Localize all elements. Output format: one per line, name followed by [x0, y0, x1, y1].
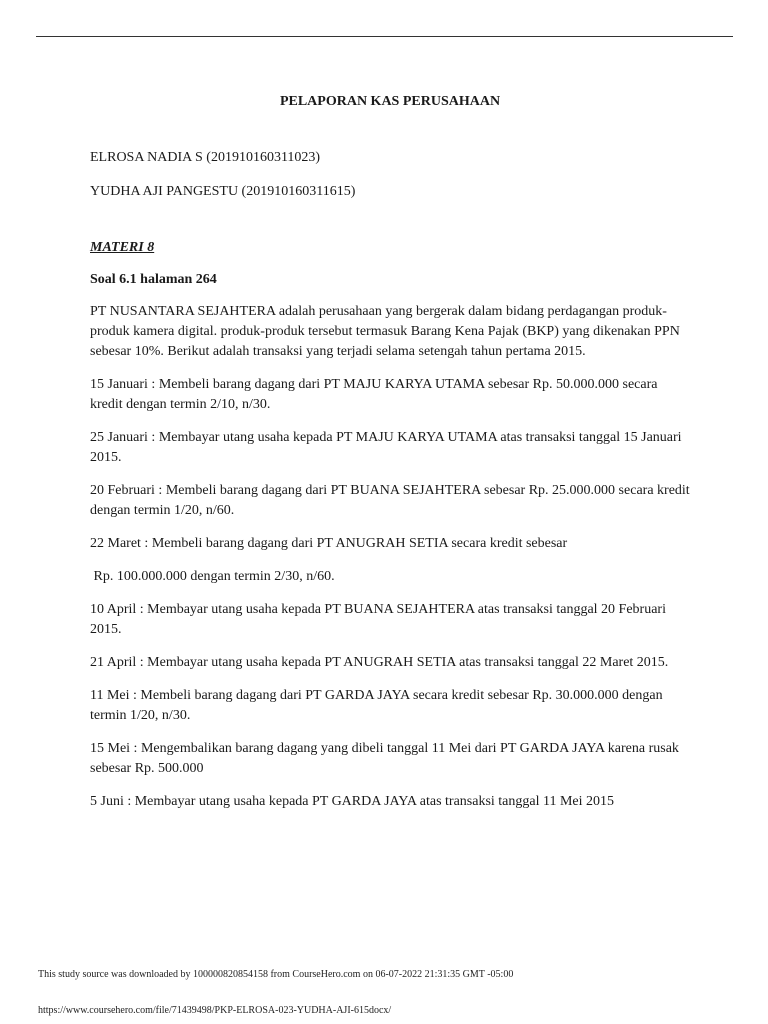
transaction-paragraph: 11 Mei : Membeli barang dagang dari PT GARDA JAYA secara kredit sebesar Rp. 30.000.000 dengan termin 1/20, n/30. [90, 688, 663, 723]
author-name-2: YUDHA AJI PANGESTU (201910160311615) [90, 184, 356, 199]
document-title: PELAPORAN KAS PERUSAHAAN [279, 94, 501, 109]
download-source-note: This study source was downloaded by 100000820854158 from CourseHero.com on 06-07-2022 21:31:35 GMT -05:00 [38, 969, 514, 980]
transaction-paragraph: 25 Januari : Membayar utang usaha kepada PT MAJU KARYA UTAMA atas transaksi tanggal 15 Januari 2015. [90, 430, 682, 465]
transaction-paragraph: 15 Mei : Mengembalikan barang dagang yang dibeli tanggal 11 Mei dari PT GARDA JAYA karena rusak sebesar Rp. 500.000 [90, 741, 679, 776]
top-divider [36, 36, 733, 37]
intro-paragraph: PT NUSANTARA SEJAHTERA adalah perusahaan yang bergerak dalam bidang perdagangan produk-produk kamera digital. produk-produk tersebut termasuk Barang Kena Pajak (BKP) yang dikenakan PPN sebesar 10%. Berikut adalah transaksi yang terjadi selama setengah tahun pertama 2015. [90, 304, 680, 359]
section-heading: MATERI 8 [90, 240, 155, 255]
transaction-paragraph: 22 Maret : Membeli barang dagang dari PT ANUGRAH SETIA secara kredit sebesar [90, 536, 568, 551]
source-url[interactable]: https://www.coursehero.com/file/71439498/PKP-ELROSA-023-YUDHA-AJI-615docx/ [38, 1005, 392, 1016]
transaction-paragraph: 21 April : Membayar utang usaha kepada PT ANUGRAH SETIA atas transaksi tanggal 22 Maret 2015. [90, 655, 669, 670]
question-heading: Soal 6.1 halaman 264 [90, 272, 217, 287]
transaction-paragraph: 20 Februari : Membeli barang dagang dari PT BUANA SEJAHTERA sebesar Rp. 25.000.000 secara kredit dengan termin 1/20, n/60. [90, 483, 690, 518]
author-name-1: ELROSA NADIA S (201910160311023) [90, 150, 321, 165]
document-body [90, 92, 690, 812]
transaction-paragraph: 5 Juni : Membayar utang usaha kepada PT GARDA JAYA atas transaksi tanggal 11 Mei 2015 [90, 794, 615, 809]
transaction-paragraph: 15 Januari : Membeli barang dagang dari PT MAJU KARYA UTAMA sebesar Rp. 50.000.000 secara kredit dengan termin 2/10, n/30. [90, 377, 658, 412]
transaction-paragraph: Rp. 100.000.000 dengan termin 2/30, n/60. [90, 569, 335, 584]
transaction-paragraph: 10 April : Membayar utang usaha kepada PT BUANA SEJAHTERA atas transaksi tanggal 20 Februari 2015. [90, 602, 666, 637]
